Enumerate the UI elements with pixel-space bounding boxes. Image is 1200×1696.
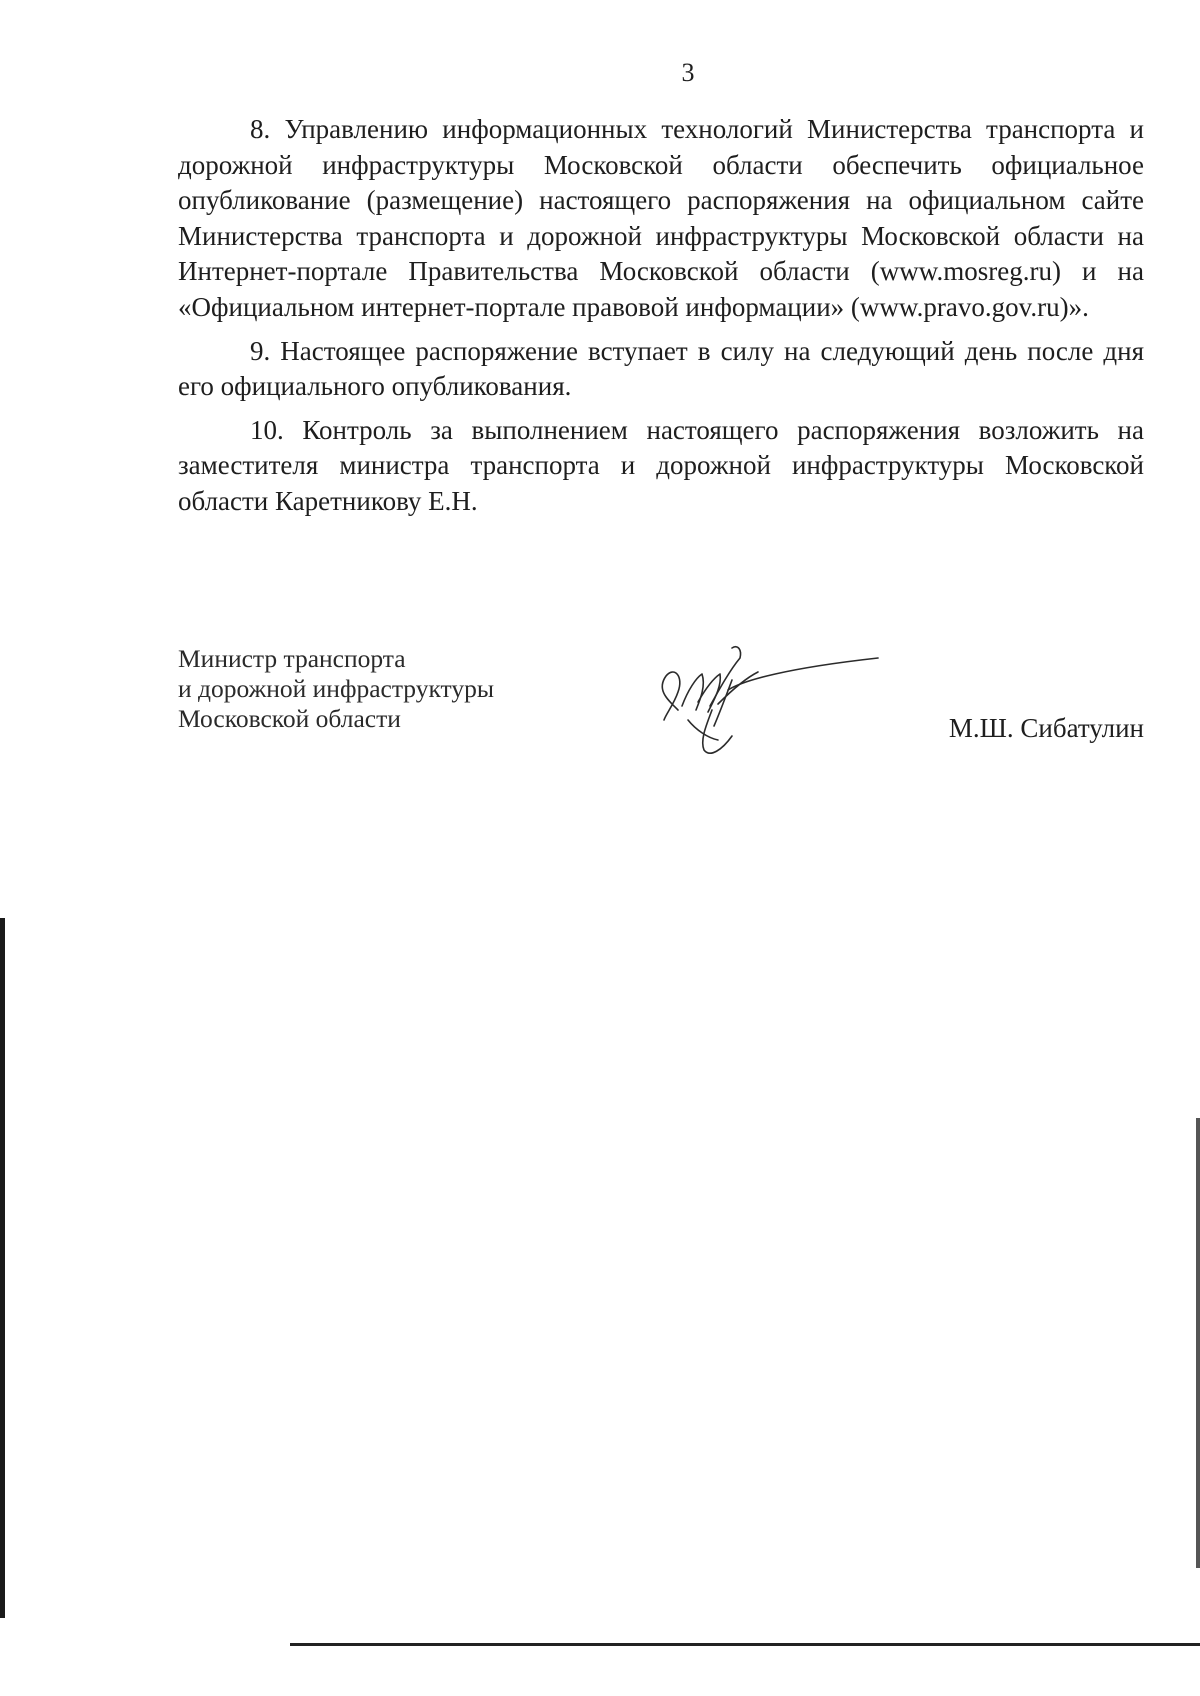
position-line: Министр транспорта	[178, 644, 406, 673]
scan-bottom-line	[290, 1643, 1200, 1646]
scan-left-edge	[0, 918, 5, 1618]
page-number: 3	[681, 58, 695, 87]
paragraph-10: 10. Контроль за выполнением настоящего распоряжения возложить на заместителя министра транспорта и дорожной инфраструктуры Московской области Каретникову Е.Н.	[178, 414, 1144, 516]
handwritten-signature	[648, 640, 888, 770]
signer-name: М.Ш. Сибатулин	[948, 713, 1144, 743]
position-line: и дорожной инфраструктуры	[178, 674, 494, 703]
document-body	[178, 112, 1144, 528]
paragraph-9: 9. Настоящее распоряжение вступает в силу на следующий день после дня его официального опубликования.	[178, 335, 1144, 402]
signatory-position	[178, 644, 494, 734]
paragraph-8: 8. Управлению информационных технологий Министерства транспорта и дорожной инфраструктуры Московской области обеспечить официальное опубликование (размещение) настоящего распоряжения на официальном сайте Министерства транспорта и дорожной инфраструктуры Московской области на Интернет-портале Правительства Московской области (www.mosreg.ru) и на «Официальном интернет-портале правовой информации» (www.pravo.gov.ru)».	[178, 114, 1144, 322]
scan-right-edge	[1196, 1118, 1200, 1568]
position-line: Московской области	[178, 704, 401, 733]
